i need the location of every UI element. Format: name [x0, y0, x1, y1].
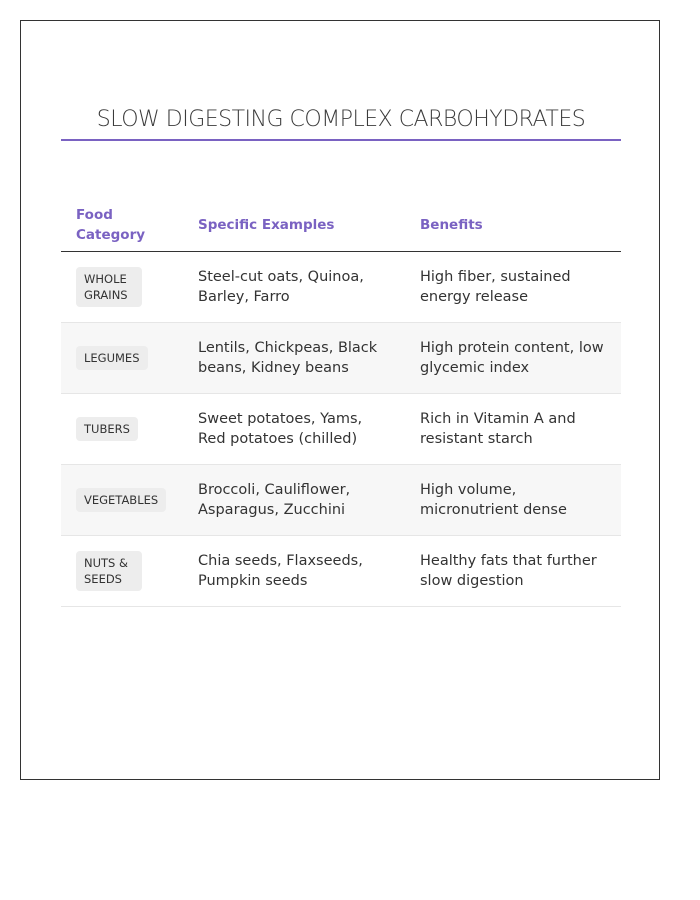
examples-cell: Broccoli, Cauliflower, Asparagus, Zucchini [183, 465, 405, 536]
benefits-cell: Rich in Vitamin A and resistant starch [405, 394, 621, 465]
examples-cell: Sweet potatoes, Yams, Red potatoes (chilled) [183, 394, 405, 465]
header-specific-examples: Specific Examples [183, 199, 405, 252]
benefits-cell: Healthy fats that further slow digestion [405, 536, 621, 607]
category-badge: VEGETABLES [76, 488, 166, 512]
table-row [61, 465, 621, 536]
header-food-category: Food Category [61, 199, 183, 252]
page-title: SLOW DIGESTING COMPLEX CARBOHYDRATES [96, 107, 586, 132]
table-row [61, 252, 621, 323]
table-row [61, 323, 621, 394]
category-badge: TUBERS [76, 417, 138, 441]
category-cell [61, 465, 183, 536]
category-cell [61, 536, 183, 607]
category-cell [61, 323, 183, 394]
examples-cell: Steel-cut oats, Quinoa, Barley, Farro [183, 252, 405, 323]
table-row [61, 536, 621, 607]
table-row [61, 394, 621, 465]
examples-cell: Lentils, Chickpeas, Black beans, Kidney beans [183, 323, 405, 394]
carbohydrates-table [61, 199, 621, 607]
category-badge: NUTS & SEEDS [76, 551, 142, 591]
category-badge: LEGUMES [76, 346, 148, 370]
header-benefits: Benefits [405, 199, 621, 252]
benefits-cell: High protein content, low glycemic index [405, 323, 621, 394]
table-header-row [61, 199, 621, 252]
category-cell [61, 252, 183, 323]
benefits-cell: High fiber, sustained energy release [405, 252, 621, 323]
benefits-cell: High volume, micronutrient dense [405, 465, 621, 536]
category-cell [61, 394, 183, 465]
category-badge: WHOLE GRAINS [76, 267, 142, 307]
title-divider [61, 139, 621, 141]
document-card [20, 20, 660, 780]
examples-cell: Chia seeds, Flaxseeds, Pumpkin seeds [183, 536, 405, 607]
